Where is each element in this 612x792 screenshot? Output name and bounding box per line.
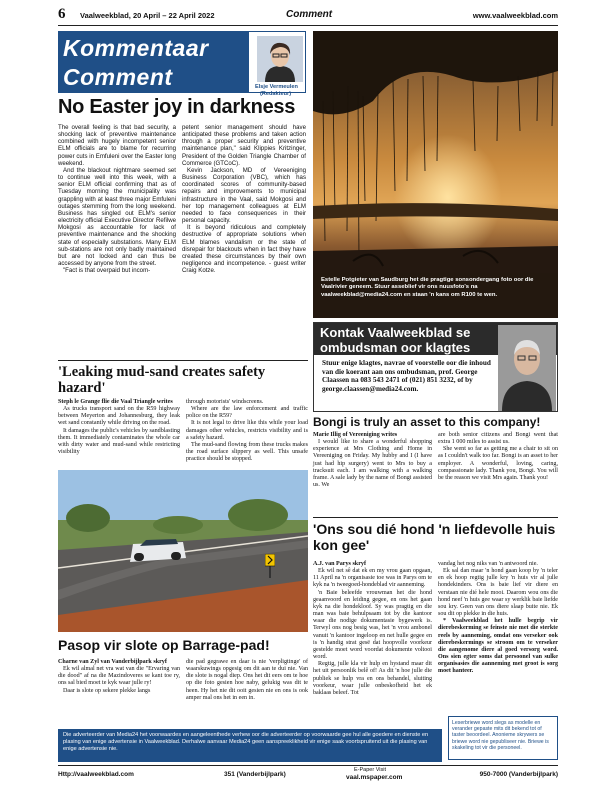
sunset-photo	[313, 31, 558, 318]
paragraph: Daar is slote op sekere plekke langs	[63, 687, 151, 694]
section-name: Comment	[286, 9, 333, 20]
banner-line1: Kommentaar	[63, 35, 209, 61]
editor-photo	[257, 36, 303, 82]
footer-rule	[58, 765, 558, 766]
ombudsman-photo	[498, 325, 556, 411]
hond-headline: 'Ons sou dié hond 'n liefdevolle huis kon gee'	[313, 521, 556, 553]
section-divider	[313, 517, 558, 518]
editor-name: Elsje Vermeulen	[255, 84, 298, 90]
kontak-body: Stuur enige klagtes, navrae of voorstelle oor die inhoud van die koerant aan ons ombudsman, prof. George Claassen na 083 543 2471 of (021) 851 3232, of by george.claassen@media24.com.	[322, 359, 491, 393]
paragraph: It damages the public's vehicles by sandblasting them. It immediately contaminates the whole car with dirty water and mud-sand while restricting visibility	[58, 427, 180, 456]
pasop-headline: Pasop vir slote op Barrage-pad!	[58, 637, 270, 653]
editorial-col2	[182, 124, 306, 274]
kontak-title-line1: Kontak Vaalweekblad se	[320, 325, 471, 340]
website-link[interactable]: www.vaalweekblad.com	[472, 11, 558, 20]
paragraph: * Vaalweekblad het hulle begrip vir dierebeskerming se feinste nie met die sterkte reels by aanneming, omdat ons verseker ook dierebeskermings se stroom om te verseker die aangenome diere al goed versorg word. Ons sien egter soms dat persoonel van sulke organisasies die aanneming met groot is sorg moet hanteer.	[438, 618, 558, 675]
bongi-col2	[438, 432, 558, 482]
bongi-col1	[313, 432, 432, 489]
paragraph: through motorists' windscreens.	[186, 399, 264, 405]
kommentaar-banner	[58, 31, 306, 93]
road-photo	[58, 470, 308, 632]
paragraph: It is beyond ridiculous and completely destructive of appropriate solutions when ELM blames vandalism or the state of disrepair for blackouts when in fact they have created these circumstances by their own negligence and incompetence. - guest writer Craig Kotze.	[182, 224, 306, 275]
footer-url[interactable]: Http://vaalweekblad.com	[58, 771, 134, 778]
editorial-headline: No Easter joy in darkness	[58, 96, 296, 118]
paragraph: Ek wil net sê dat ek en my vrou gaan opgaan, 11 April na 'n organisasie toe was in Parys om te kyk na 'n tweegoed-hondeblad vir aanneming.	[313, 568, 432, 589]
section-divider	[58, 360, 308, 361]
page-header	[58, 8, 558, 26]
footer-epaper-link[interactable]: vaal.mspaper.com	[346, 774, 403, 781]
mudsand-headline: 'Leaking mud-sand creates safety hazard'	[58, 364, 266, 396]
paragraph: Ek wil almal net vra wat van die "Ervaring van die dood" af na die Mazindoveres se kant toe ry, ons sal bied moet te kyk waar julle ry!	[58, 666, 180, 687]
byline: Marie Illig of Vereeniging writes	[313, 432, 398, 438]
paragraph: petent senior management should have anticipated these problems and taken action through a proper security and preventive maintenance plan," said Klippies Kritzinger, President of the Golden Triangle Chamber of Commerce (GTCoC).	[182, 124, 306, 167]
paragraph: "Fact is that overpaid but incom-	[63, 267, 151, 275]
editorial-col1	[58, 124, 176, 274]
footer-epaper-label: E-Paper Visit	[354, 767, 386, 773]
hond-col2	[438, 561, 558, 676]
mudsand-col1	[58, 399, 180, 456]
kontak-box	[313, 322, 558, 412]
paragraph: Kevin Jackson, MD of Vereeniging Business Corporation (VBC), which has coordinated scores of community-based repairs and improvements to municipal infrastructure in the Vaal, said Mokgosi and her top management colleagues at ELM needed to face consequences in their personal capacity.	[182, 166, 306, 225]
editor-title: (Redakteur)	[260, 91, 292, 97]
paragraph: It is not legal to drive like this while your load damages other vehicles, restricts visibility and is a safety hazard.	[186, 420, 308, 441]
pasop-col2	[186, 659, 308, 702]
header-rule	[58, 25, 558, 26]
paragraph: I would like to share a wonderful shopping experience at Mrs Clothing and Home in Vereeniging on Friday. My hubby and I (I have just had hip surgery) went to Mrs to buy a tracksuit each. I am walking with a walking frame. A sale lady by the name of Bongi assisted us. We	[313, 439, 432, 489]
byline: A.J. van Parys skryf	[313, 561, 366, 567]
footer-phone-right: 950-7000 (Vanderbijlpark)	[479, 771, 558, 778]
kontak-title-line2: ombudsman oor klagtes	[320, 340, 471, 355]
pasop-col1	[58, 659, 180, 695]
warning-sign-icon	[265, 554, 275, 578]
byline: Steph le Grange flie die Vaal Triangle writes	[58, 399, 173, 405]
banner-line2: Comment	[63, 64, 173, 90]
paragraph: are both senior citizens and Bongi went that extra 1 000 miles to assist us.	[438, 432, 558, 446]
disclaimer-bar: Die adverteerder van Media24 het voorwaardes en aangeleenthede verhew oor die adverteerder op voorwaarde gee hul alle goedere en dienste en plasing van enige advertensie in Vaalweekblad. Derhalwe aanvaar Media24 geen aanspreeklikheid vir enige saak voortspruitend uit die plasing van enige advertensie nie.	[58, 729, 442, 762]
paragraph: vandag het nog niks van 'n antwoord nie.	[438, 561, 538, 567]
footer-phone-left: 351 (Vanderbijlpark)	[224, 771, 286, 778]
paragraph: die pad gegrawe en daar is nie 'verpligtinge' of waarskuwings opgesig om dit aan te dui nie. Van die slote is nogal diep. Ons het dit eers om te hoe op die foto gesien hoe naby, gelukig was dit te heen. Hy het nie dit ooit gesien nie en ons is ook amper mal ons het in een in.	[186, 659, 308, 701]
paragraph: The overall feeling is that bad security, a shocking lack of preventive maintenance combined with hugely incompetent senior ELM officials are to blame for recurring power cuts in Emfuleni over the Easter long weekend.	[58, 124, 176, 167]
paragraph: Regtig, julle kla vir hulp en hystand maar dit het uit persoonlik belê of! As dit 'n hoe julle die publiek se hulp vra en ons behandel, sluiting voorkeur, waar julle onbeskofheid het ek baklaas beleef. Tot	[313, 661, 432, 696]
photo-caption: Estelle Potgieter van Saudburg het die pragtige sonsondergang foto oor die Vaalrivier geneem. Stuur asseblief vir ons nuusfoto's na vaalweekblad@media24.com en staan 'n kans om R100 te wen.	[321, 277, 534, 298]
paragraph: As trucks transport sand on the R59 highway between Meyerton and Johannesburg, they leak wet sand constantly while driving on the road.	[58, 406, 180, 427]
paragraph: 'n Baie beleefde vrouwman het die hond geaanvoord en leiding gegee, en ons het gaan kyk na die hondekloof. Sy was pragtig en die man was baie behulpsaam tot by die kantoor waar die nodige dokumentasie bygewerk is. Terwyl ons nog besig was, het 'n vrou ambonel vanuit 'n kantoor ingeloop en net hulle gegee en is 'n handig strat gesë dat hoopvolle voorkeur gestelde moet word voordat dokumente voltooi word.	[313, 589, 432, 661]
paragraph: Ek sal dan maar 'n hond gaan koop by 'n teler en ek hoop regtig julle kry 'n huis vir al julle hondekinders. Ons is baie lief vir diere en verstaan nie dié hele mooi. Daarom wou ons die hond neef 'n huis gee waar sy werklik baie liefde sou kry. Geen van ons diere slaap buite nie. Ek sou dit op plekke in die huis.	[438, 568, 558, 618]
bongi-headline: Bongi is truly an asset to this company!	[313, 415, 541, 429]
paragraph: The mud-sand flowing from these trucks makes the road surface slippery as well. This unsafe practice should be stopped.	[186, 441, 308, 463]
hond-col1	[313, 561, 432, 697]
page-footer	[58, 767, 558, 783]
paragraph: And the blackout nightmare seemed set to continue well into this week, with a senior ELM official confirming that as of Tuesday morning the municipality was grappling with at least three major Emfuleni outages stemming from the long weekend. Business has singled out ELM's senior electricity official Executive Director Refilwe Mokgosi as accountable for lack of preventive maintenance and the shocking state of especially substations. Many ELM sub-stations are not only badly maintained but are not locked and can thus be accessed by anyone from the street.	[58, 166, 176, 267]
masthead-dates: Vaalweekblad, 20 April – 22 April 2022	[80, 11, 215, 20]
letters-policy-box: Leserbriewe word slegs as modelle en verander gepaste mits dit bekend tot of taster beoordeel. Anonieme skrywers se briewe word nie gepubliseer nie. Briewe is skakeling tot vir die personeel.	[448, 716, 558, 760]
paragraph: Where are the law enforcement and traffic police on the R59?	[186, 406, 308, 420]
paragraph: She went so far as getting me a chair to sit on as I couldn't walk too far. Bongi is an asset to her employer. A wonderful, loving, caring, compassionate lady. Thank you, Bongi. You will be the reason we visit Mrs again. Thank you!	[438, 446, 558, 481]
byline: Charne van Zyl van Vanderbijlpark skryf	[58, 659, 167, 665]
mudsand-col2	[186, 399, 308, 463]
page-number: 6	[58, 6, 66, 22]
